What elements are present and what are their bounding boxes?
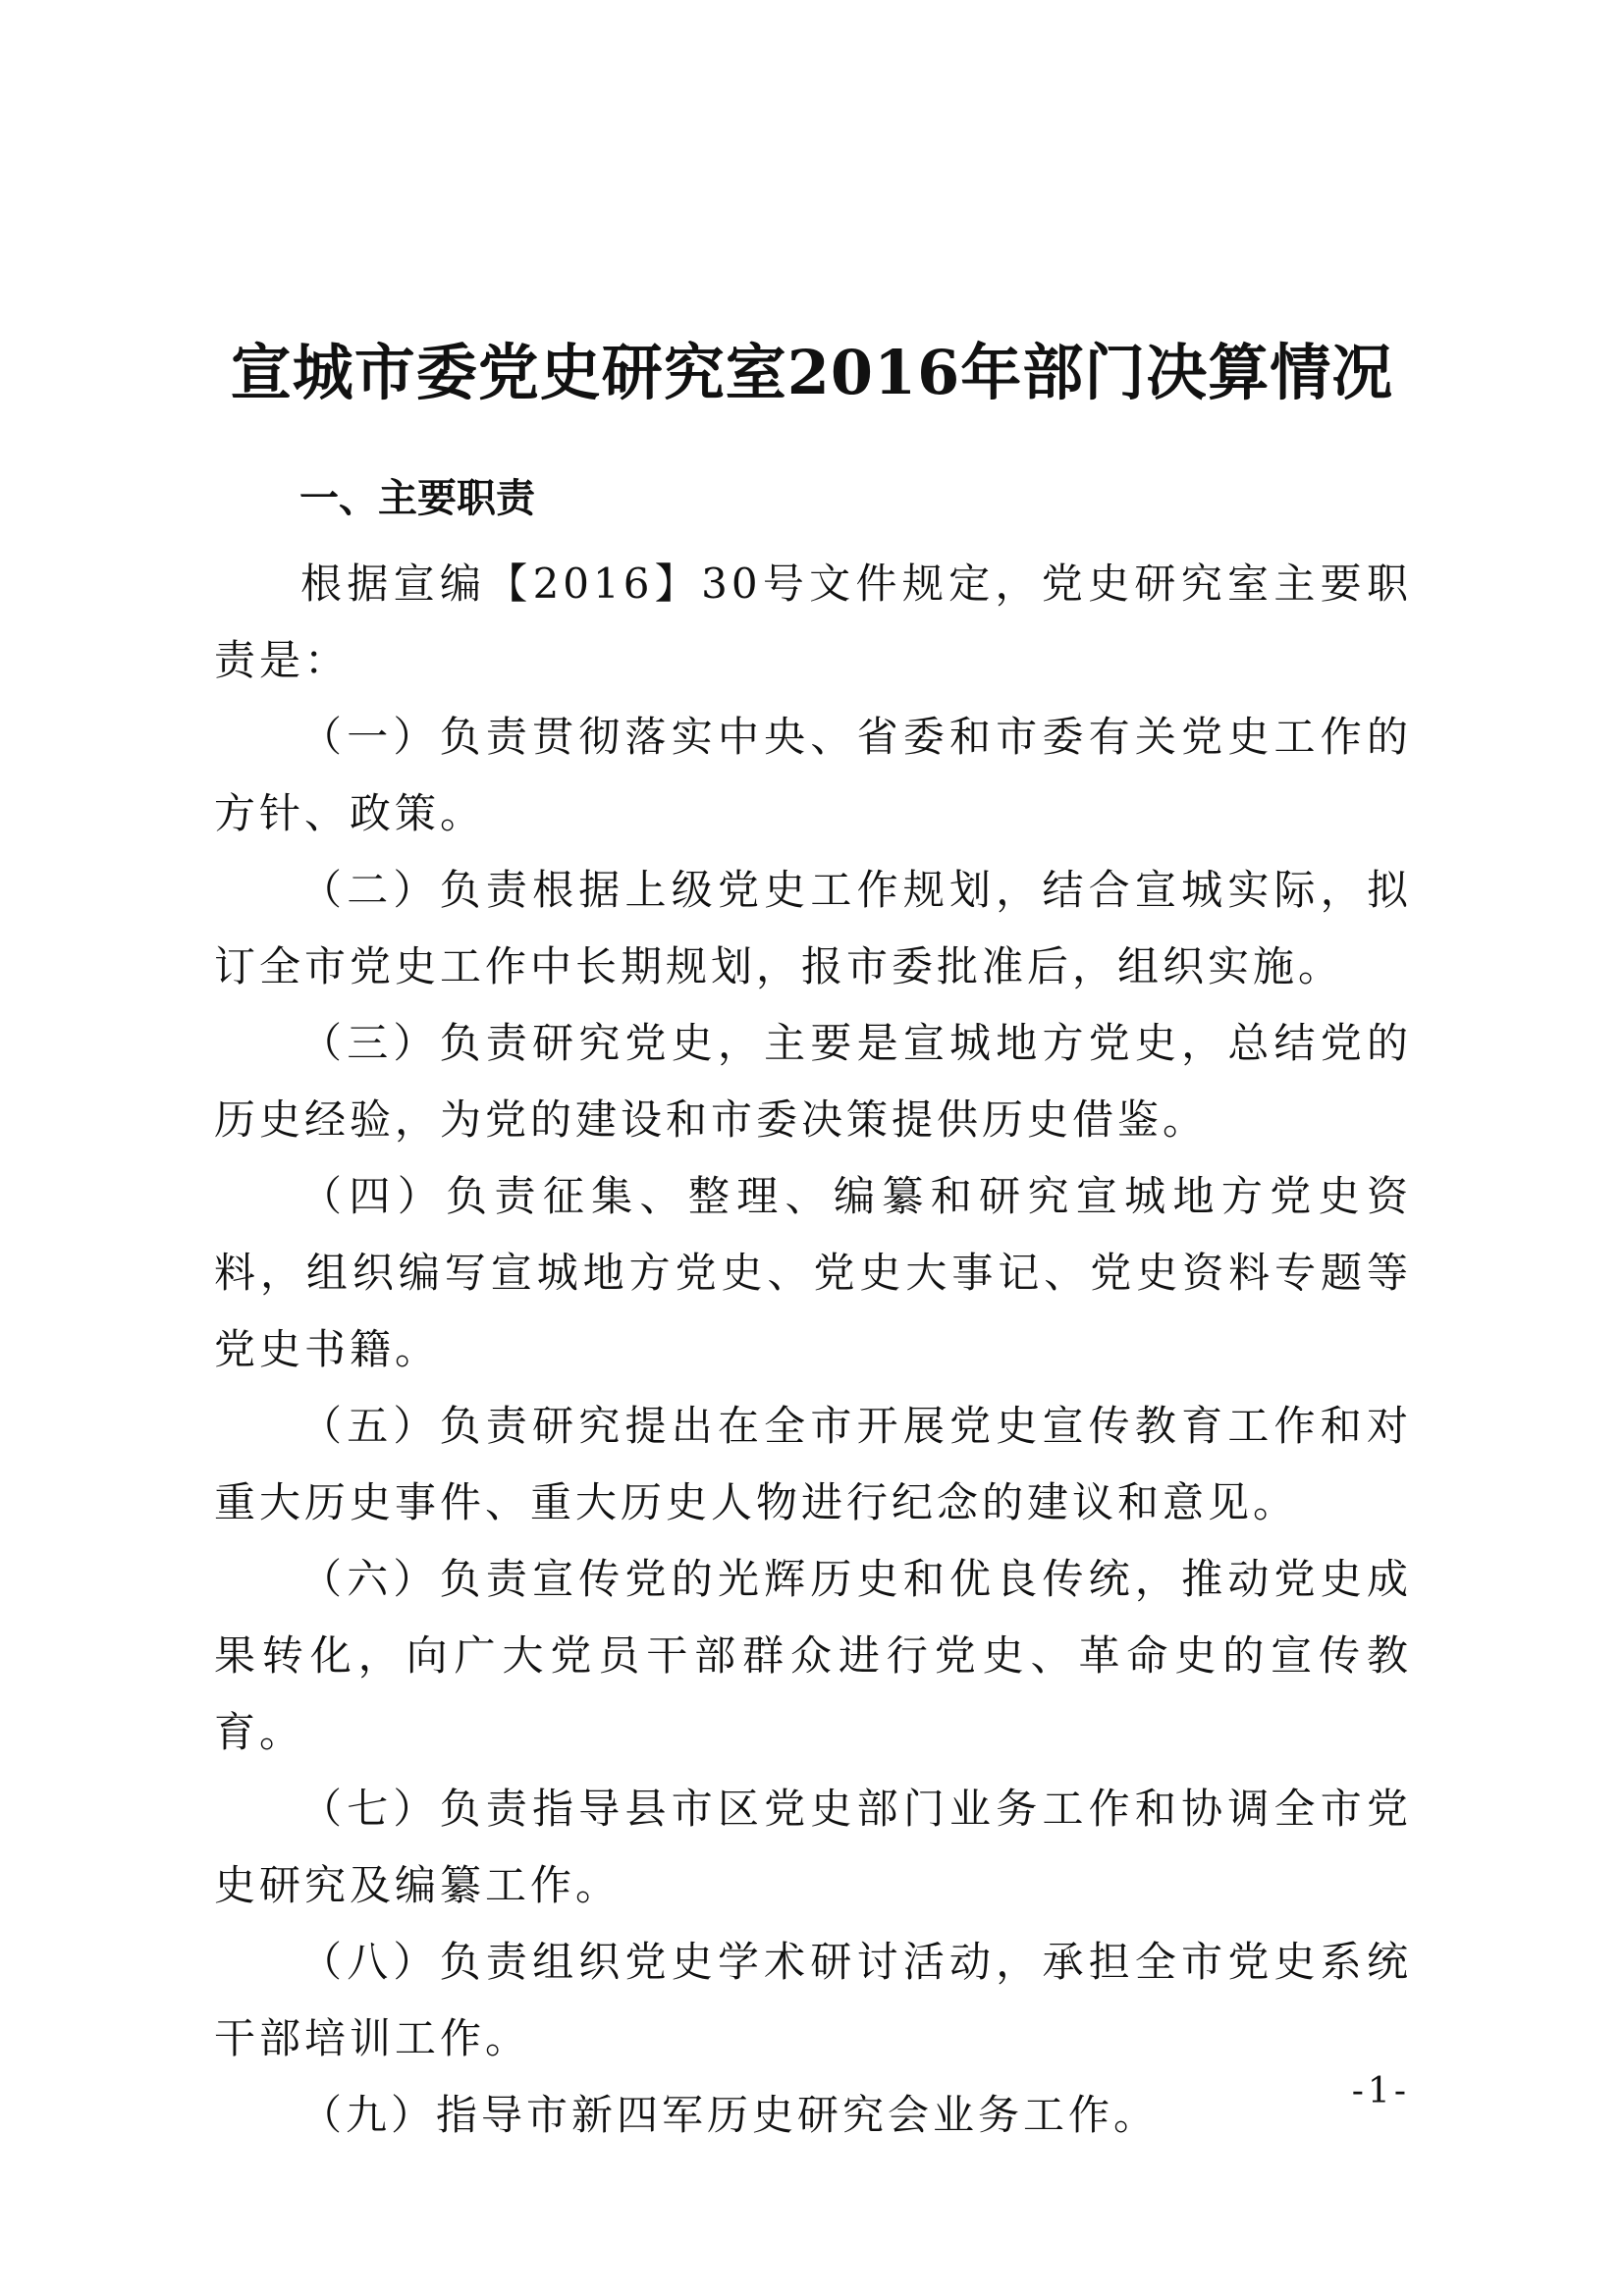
paragraph: （四）负责征集、整理、编纂和研究宣城地方党史资料，组织编写宣城地方党史、党史大事记、党史资料专题等党史书籍。 [214, 1172, 1412, 1373]
paragraph: （九）指导市新四军历史研究会业务工作。 [300, 2091, 1160, 2139]
document-title: 宣城市委党史研究室2016年部门决算情况 [230, 337, 1394, 408]
paragraph: （三）负责研究党史，主要是宣城地方党史，总结党的历史经验，为党的建设和市委决策提供历史借鉴。 [214, 1019, 1412, 1144]
paragraph: （七）负责指导县市区党史部门业务工作和协调全市党史研究及编纂工作。 [214, 1785, 1412, 1909]
document-body [214, 546, 1412, 2154]
section-heading: 一、主要职责 [299, 476, 535, 521]
paragraph: 根据宣编【2016】30号文件规定，党史研究室主要职责是： [214, 560, 1412, 684]
paragraph: （六）负责宣传党的光辉历史和优良传统，推动党史成果转化，向广大党员干部群众进行党史、革命史的宣传教育。 [214, 1555, 1412, 1756]
paragraph: （二）负责根据上级党史工作规划，结合宣城实际，拟订全市党史工作中长期规划，报市委批准后，组织实施。 [214, 866, 1412, 990]
paragraph: （五）负责研究提出在全市开展党史宣传教育工作和对重大历史事件、重大历史人物进行纪念的建议和意见。 [214, 1402, 1412, 1526]
paragraph: （八）负责组织党史学术研讨活动，承担全市党史系统干部培训工作。 [214, 1938, 1412, 2062]
paragraph: （一）负责贯彻落实中央、省委和市委有关党史工作的方针、政策。 [214, 713, 1412, 837]
page-number: -1- [1351, 2071, 1410, 2111]
